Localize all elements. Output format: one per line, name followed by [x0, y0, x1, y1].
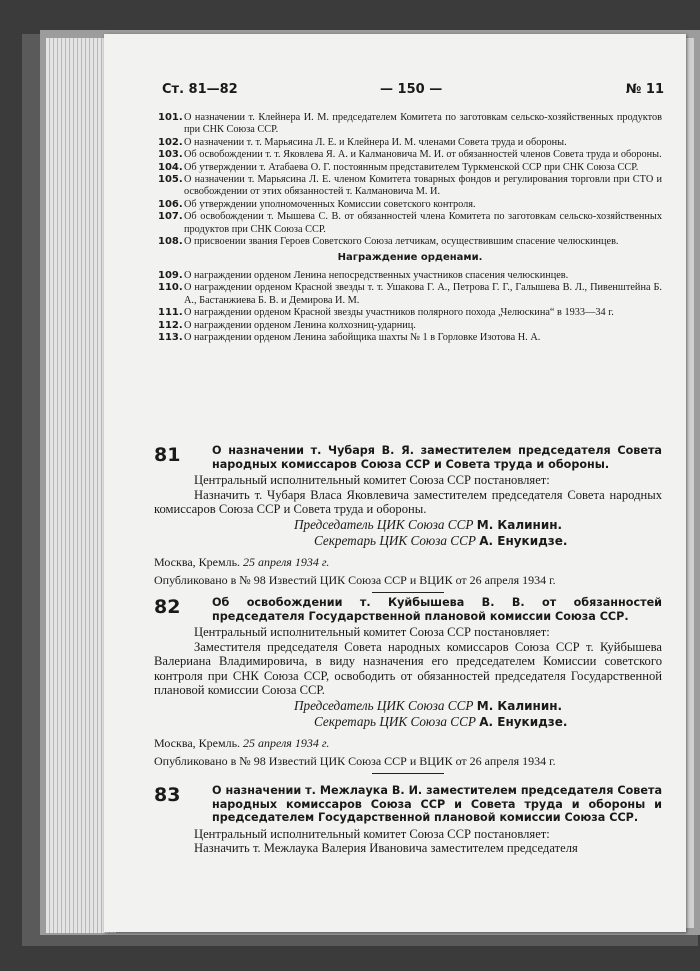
decree-heading	[154, 444, 662, 471]
signature-role: Секретарь ЦИК Союза ССР	[314, 533, 476, 549]
toc-number: 107.	[158, 211, 183, 223]
signature-secretary	[154, 714, 662, 731]
signature-role: Председатель ЦИК Союза ССР	[294, 516, 474, 532]
toc-item	[158, 162, 662, 174]
toc-text: О награждении орденом Красной звезды участников полярного похода „Челюскина“ в 1933—34 г.	[184, 307, 614, 319]
toc-text: О присвоении звания Героев Советского Союза летчикам, осуществившим спасение челюскинцев.	[184, 236, 619, 248]
toc-item	[158, 320, 662, 332]
toc-text: Об освобождении т. т. Яковлева Я. А. и Калмановича М. И. от обязанностей членов Совета труда и обороны.	[184, 149, 662, 161]
toc-item	[158, 211, 662, 236]
toc-number: 113.	[158, 331, 183, 343]
decree-place: Москва, Кремль.	[154, 554, 241, 569]
awards-heading: Награждение орденами.	[337, 252, 483, 264]
toc-number: 110.	[158, 282, 183, 294]
toc-item	[158, 236, 662, 248]
toc-text: О назначении т. Марьясина Л. Е. членом Комитета товарных фондов и регулирования торговли при СТО и освобождении от этих обязанностей т. Калмановича М. И.	[184, 174, 662, 198]
decree-82	[154, 596, 662, 780]
decree-number: 83	[154, 784, 181, 806]
book-right-edge	[686, 38, 694, 928]
decree-date: 25 апреля 1934 г.	[243, 735, 330, 750]
toc-text: О назначении т. Клейнера И. М. председателем Комитета по заготовкам сельско-хозяйственных продуктов при СНК Союза ССР.	[184, 112, 662, 136]
decree-title: Об освобождении т. Куйбышева В. В. от обязанностей председателя Государственной плановой комиссии Союза ССР.	[212, 596, 662, 623]
toc-item	[158, 112, 662, 137]
decree-text: Назначить т. Чубаря Власа Яковлевича заместителем председателя Совета народных комиссаров Союза ССР и Совета труда и обороны.	[154, 487, 662, 517]
header-article-range: Ст. 81—82	[162, 82, 238, 97]
toc-number: 111.	[158, 307, 183, 319]
decree-intro: Центральный исполнительный комитет Союза ССР постановляет:	[194, 473, 550, 487]
signature-name: М. Калинин.	[476, 698, 563, 713]
toc-item	[158, 174, 662, 199]
toc-item	[158, 307, 662, 319]
decree-title: О назначении т. Межлаука В. И. заместителем председателя Совета народных комиссаров Союза ССР и Совета труда и обороны и председателем Государственной плановой комиссии Союза ССР.	[212, 784, 662, 824]
toc-number: 108.	[158, 236, 183, 248]
separator-rule	[372, 592, 444, 593]
decree-title: О назначении т. Чубаря В. Я. заместителем председателя Совета народных комиссаров Союза ССР и Совета труда и обороны.	[212, 444, 662, 471]
decree-81	[154, 444, 662, 599]
contents-list	[158, 112, 662, 344]
decree-body	[154, 625, 662, 698]
toc-text: О награждении орденом Ленина забойщика шахты № 1 в Горловке Изотова Н. А.	[184, 331, 541, 343]
toc-text: О награждении орденом Красной звезды т. т. Ушакова Г. А., Петрова Г. Г., Галышева В. Л., Пивенштейна Б. А., Бастанжиева Б. В. и Демирова И. М.	[184, 282, 662, 306]
signature-name: М. Калинин.	[476, 517, 563, 532]
decree-intro: Центральный исполнительный комитет Союза ССР постановляет:	[194, 826, 550, 841]
toc-number: 104.	[158, 161, 183, 173]
header-issue-number: № 11	[625, 82, 664, 97]
signature-role: Секретарь ЦИК Союза ССР	[314, 714, 476, 730]
decree-place-date	[154, 555, 662, 570]
decree-83	[154, 784, 662, 856]
signature-secretary	[154, 533, 662, 550]
toc-item	[158, 199, 662, 211]
toc-number: 112.	[158, 319, 183, 331]
toc-number: 101.	[158, 112, 183, 123]
book-page	[104, 34, 686, 932]
toc-text: Об освобождении т. Мышева С. В. от обязанностей члена Комитета по заготовкам сельско-хозяйственных продуктов при СНК Союза ССР.	[184, 211, 662, 235]
decree-number: 82	[154, 596, 181, 618]
decree-heading	[154, 596, 662, 623]
toc-text: Об утверждении уполномоченных Комиссии советского контроля.	[184, 198, 476, 210]
decree-heading	[154, 784, 662, 825]
decree-place-date	[154, 736, 662, 751]
toc-item	[158, 282, 662, 307]
separator-rule	[372, 773, 444, 774]
page-header	[162, 82, 664, 100]
decree-date: 25 апреля 1934 г.	[243, 554, 330, 569]
signature-name: А. Енукидзе.	[479, 715, 568, 730]
toc-text: О назначении т. т. Марьясина Л. Е. и Клейнера И. М. членами Совета труда и обороны.	[184, 136, 567, 148]
signature-chairman	[154, 517, 662, 534]
toc-text: О награждении орденом Ленина колхозниц-ударниц.	[184, 319, 416, 331]
toc-text: Об утверждении т. Атабаева О. Г. постоянным представителем Туркменской ССР при СНК Союза ССР.	[184, 161, 639, 173]
toc-number: 105.	[158, 174, 183, 186]
toc-number: 109.	[158, 269, 183, 281]
toc-item	[158, 137, 662, 149]
decree-place: Москва, Кремль.	[154, 735, 241, 750]
decree-intro: Центральный исполнительный комитет Союза ССР постановляет:	[194, 625, 550, 639]
decree-text: Заместителя председателя Совета народных комиссаров Союза ССР т. Куйбышева Валериана Владимировича, в виду назначения его председателем Комиссии советского контроля при СНК Союза ССР, освободить от обязанностей председателя Государственной плановой комиссии Союза ССР.	[154, 639, 662, 698]
header-page-number: — 150 —	[380, 82, 443, 97]
signature-chairman	[154, 698, 662, 715]
signature-role: Председатель ЦИК Союза ССР	[294, 697, 474, 713]
decree-body	[154, 473, 662, 517]
decree-number: 81	[154, 444, 181, 466]
toc-number: 106.	[158, 198, 183, 210]
decree-body	[154, 827, 662, 856]
toc-number: 102.	[158, 136, 183, 148]
decree-text: Назначить т. Межлаука Валерия Ивановича заместителем председателя	[194, 841, 578, 856]
signature-name: А. Енукидзе.	[479, 534, 568, 549]
publication-note: Опубликовано в № 98 Известий ЦИК Союза ССР и ВЦИК от 26 апреля 1934 г.	[154, 572, 556, 587]
toc-number: 103.	[158, 149, 183, 161]
toc-item	[158, 332, 662, 344]
publication-note: Опубликовано в № 98 Известий ЦИК Союза ССР и ВЦИК от 26 апреля 1934 г.	[154, 753, 556, 768]
toc-item	[158, 270, 662, 282]
toc-text: О награждении орденом Ленина непосредственных участников спасения челюскинцев.	[184, 269, 569, 281]
toc-item	[158, 149, 662, 161]
